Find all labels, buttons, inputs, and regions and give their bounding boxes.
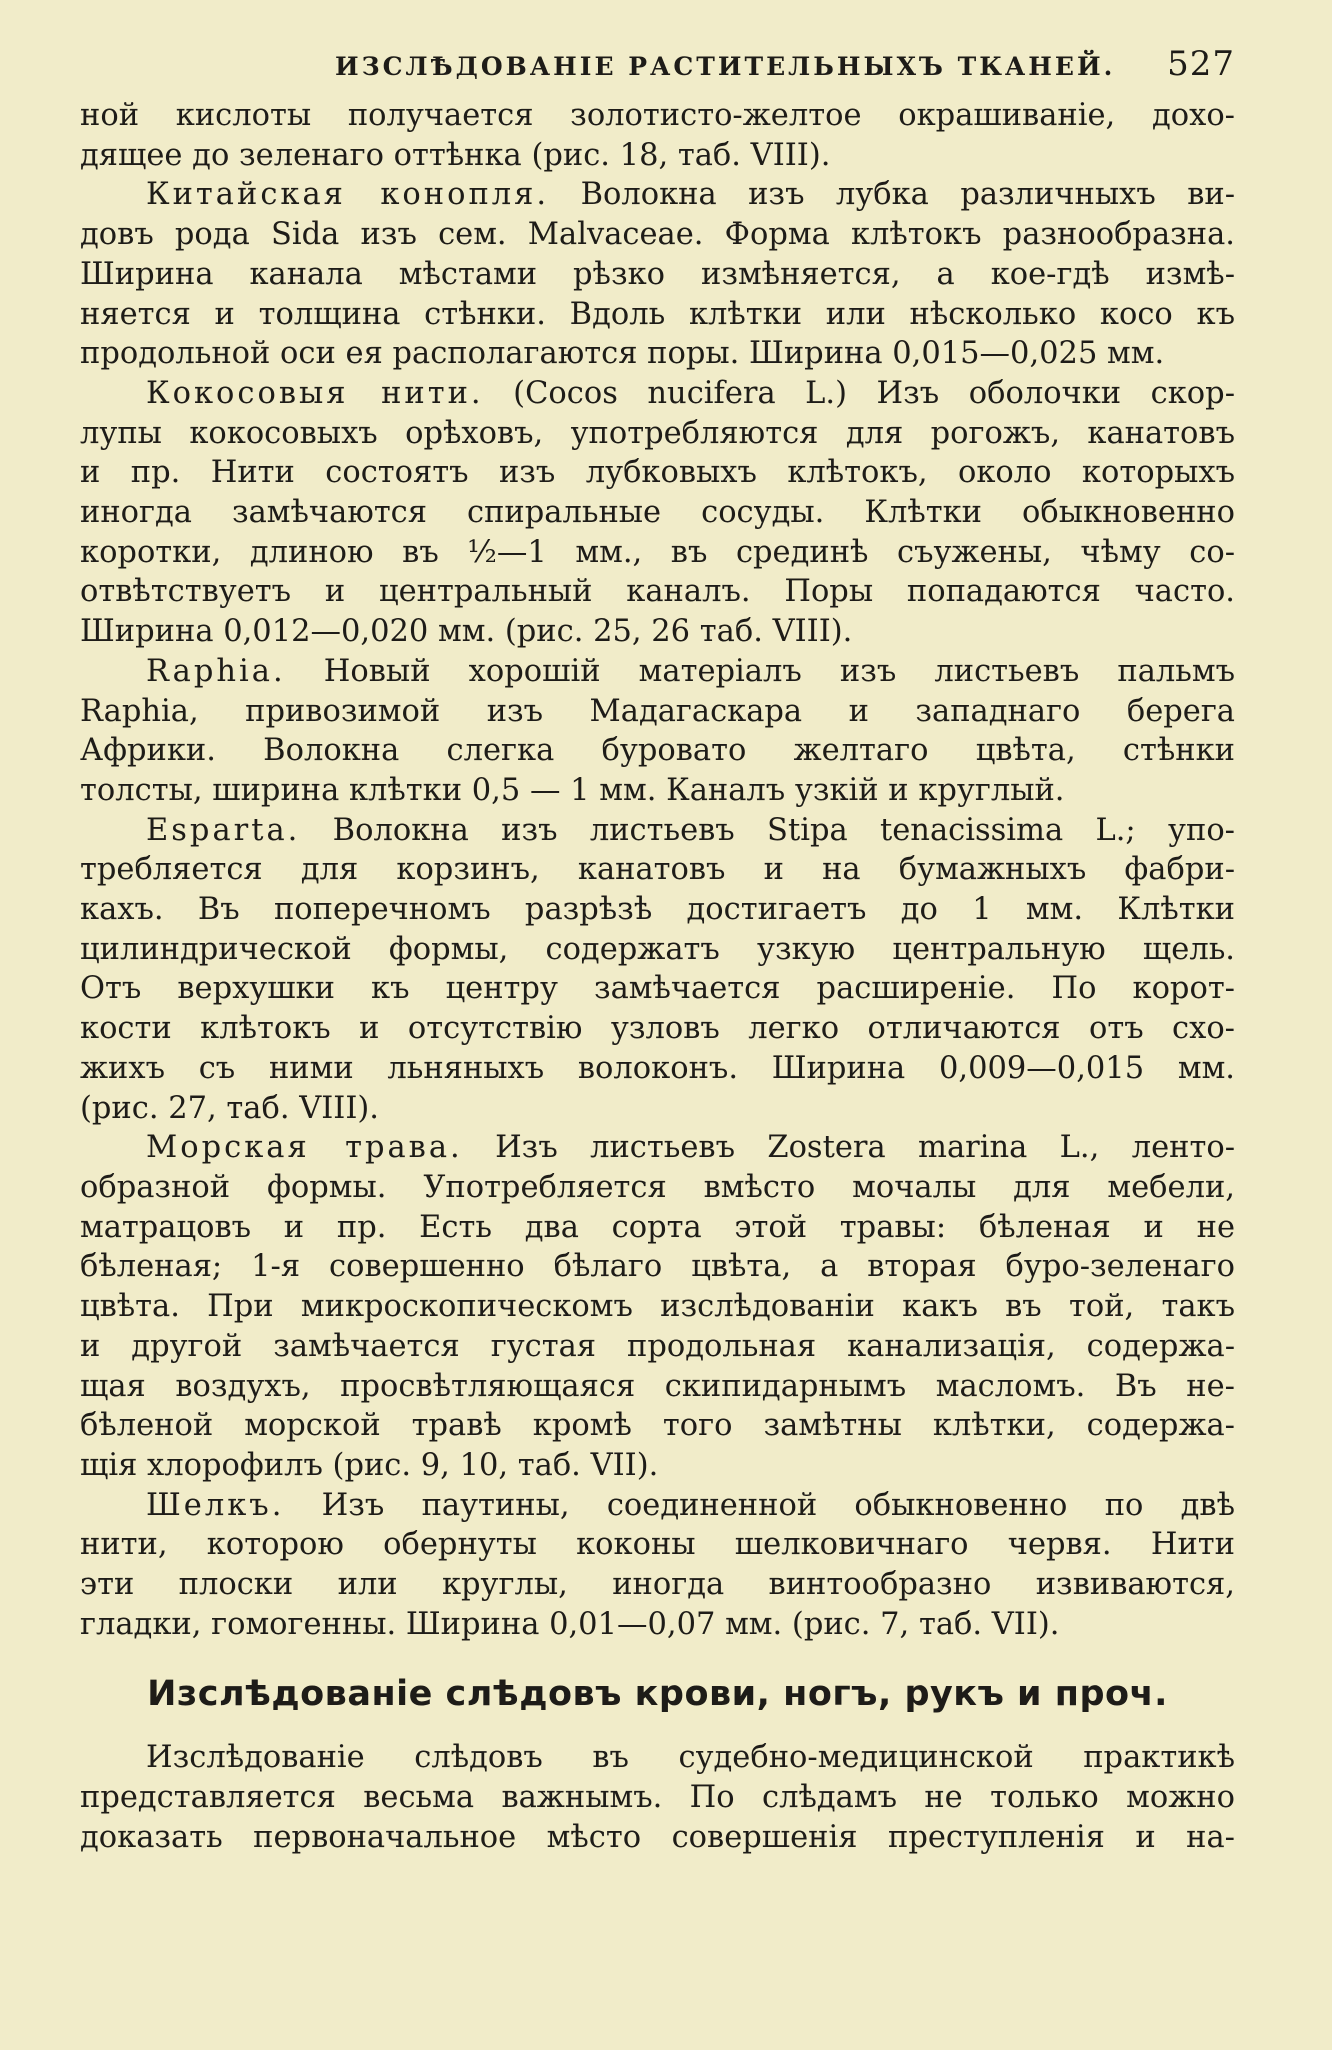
text-line: и другой замѣчается густая продольная канализація, содержа- — [80, 1328, 1235, 1364]
text-line: доказать первоначальное мѣсто совершенія преступленія и на- — [80, 1819, 1235, 1855]
text-line: дящее до зеленаго оттѣнка (рис. 18, таб. VIII). — [80, 137, 831, 173]
text-line: Ширина канала мѣстами рѣзко измѣняется, а кое-гдѣ измѣ- — [80, 256, 1235, 292]
paragraph-continued — [80, 96, 1235, 175]
paragraph-coconut-fibers — [80, 374, 1235, 652]
text-line: кахъ. Въ поперечномъ разрѣзѣ достигаетъ до 1 мм. Клѣтки — [80, 892, 1235, 928]
text-line: представляется весьма важнымъ. По слѣдамъ не только можно — [80, 1780, 1235, 1816]
paragraph-term: Raphia. — [146, 653, 286, 689]
paragraph-term: Китайская конопля. — [146, 177, 550, 213]
paragraph-silk — [80, 1486, 1235, 1645]
section-heading: Изслѣдованіе слѣдовъ крови, ногъ, рукъ и проч. — [147, 1674, 1168, 1715]
paragraph-sea-grass — [80, 1128, 1235, 1485]
text-line: цвѣта. При микроскопическомъ изслѣдованіи какъ въ той, такъ — [80, 1289, 1235, 1325]
text-line: толсты, ширина клѣтки 0,5 — 1 мм. Каналъ узкій и круглый. — [80, 772, 1065, 808]
text-line: образной формы. Употребляется вмѣсто мочалы для мебели, — [80, 1169, 1235, 1205]
text-line: Raphia, привозимой изъ Мадагаскара и западнаго берега — [80, 693, 1235, 729]
text-line: бѣленой морской травѣ кромѣ того замѣтны клѣтки, содержа- — [80, 1408, 1235, 1444]
text-line: коротки, длиною въ ½—1 мм., въ срединѣ съужены, чѣму со- — [80, 534, 1235, 570]
text-line: бѣленая; 1-я совершенно бѣлаго цвѣта, а вторая буро-зеленаго — [80, 1249, 1235, 1285]
paragraph-term: Кокосовыя нити. — [146, 375, 484, 411]
paragraph-chinese-hemp — [80, 175, 1235, 374]
text-line: (рис. 27, таб. VIII). — [80, 1090, 379, 1126]
text-line: эти плоски или круглы, иногда винтообразно извиваются, — [80, 1567, 1235, 1603]
paragraph-raphia — [80, 652, 1235, 811]
text-line: Raphia. Новый хорошій матеріалъ изъ листьевъ пальмъ — [146, 653, 1235, 689]
text-line: цилиндрической формы, содержатъ узкую центральную щель. — [80, 931, 1235, 967]
text-line: отвѣтствуетъ и центральный каналъ. Поры попадаются часто. — [80, 574, 1235, 610]
text-line: требляется для корзинъ, канатовъ и на бумажныхъ фабри- — [80, 852, 1235, 888]
text-line: ной кислоты получается золотисто-желтое окрашиваніе, дохо- — [80, 98, 1235, 133]
text-line: Шелкъ. Изъ паутины, соединенной обыкновенно по двѣ — [146, 1487, 1235, 1523]
text-line: матрацовъ и пр. Есть два сорта этой травы: бѣленая и не — [80, 1209, 1235, 1245]
text-line: Китайская конопля. Волокна изъ лубка различныхъ ви- — [146, 177, 1235, 213]
text-line: гладки, гомогенны. Ширина 0,01—0,07 мм. (рис. 7, таб. VII). — [80, 1606, 1060, 1642]
text-line: нити, которою обернуты коконы шелковичнаго червя. Нити — [80, 1527, 1235, 1563]
text-line: продольной оси ея располагаются поры. Ширина 0,015—0,025 мм. — [80, 336, 1165, 372]
paragraph-term: Esparta. — [146, 812, 301, 848]
paragraph-section-intro — [80, 1738, 1235, 1857]
paragraph-term: Морская трава. — [146, 1130, 463, 1166]
page-number: 527 — [1167, 44, 1235, 84]
text-line: жихъ съ ними льняныхъ волоконъ. Ширина 0,009—0,015 мм. — [80, 1050, 1235, 1086]
text-line: Отъ верхушки къ центру замѣчается расширеніе. По корот- — [80, 971, 1235, 1007]
text-line: щія хлорофилъ (рис. 9, 10, таб. VII). — [80, 1447, 659, 1483]
text-line: Африки. Волокна слегка буровато желтаго цвѣта, стѣнки — [80, 733, 1235, 769]
text-line: Кокосовыя нити. (Cocos nucifera L.) Изъ оболочки скор- — [146, 375, 1235, 411]
text-line: кости клѣтокъ и отсутствію узловъ легко отличаются отъ схо- — [80, 1011, 1235, 1047]
text-line: щая воздухъ, просвѣтляющаяся скипидарнымъ масломъ. Въ не- — [80, 1368, 1235, 1404]
running-title: ИЗСЛѢДОВАНІЕ РАСТИТЕЛЬНЫХЪ ТКАНЕЙ. — [335, 52, 1116, 81]
text-line: Esparta. Волокна изъ листьевъ Stipa tenacissima L.; упо- — [146, 812, 1235, 848]
text-line: Изслѣдованіе слѣдовъ въ судебно-медицинской практикѣ — [146, 1740, 1235, 1776]
paragraph-esparta — [80, 811, 1235, 1129]
text-line: лупы кокосовыхъ орѣховъ, употребляются для рогожъ, канатовъ — [80, 415, 1235, 451]
running-header — [80, 40, 1235, 96]
text-line: иногда замѣчаются спиральные сосуды. Клѣтки обыкновенно — [80, 495, 1235, 531]
text-line: Ширина 0,012—0,020 мм. (рис. 25, 26 таб. VIII). — [80, 614, 853, 650]
text-line: и пр. Нити состоятъ изъ лубковыхъ клѣтокъ, около которыхъ — [80, 455, 1235, 491]
text-line: Морская трава. Изъ листьевъ Zostera marina L., ленто- — [146, 1130, 1235, 1166]
paragraph-term: Шелкъ. — [146, 1487, 285, 1523]
book-page — [80, 40, 1235, 1858]
text-body — [80, 96, 1235, 1858]
text-line: няется и толщина стѣнки. Вдоль клѣтки или нѣсколько косо къ — [80, 296, 1235, 332]
text-line: довъ рода Sida изъ сем. Malvaceae. Форма клѣтокъ разнообразна. — [80, 217, 1235, 253]
